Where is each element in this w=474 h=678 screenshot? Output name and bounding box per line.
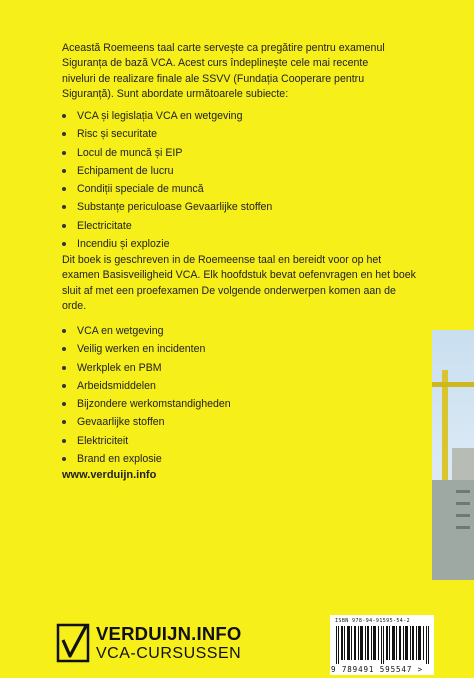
isbn-text: ISBN 978-94-91595-54-2 — [335, 618, 411, 624]
romanian-topic-list — [62, 107, 272, 253]
list-item: VCA și legislația VCA en wetgeving — [62, 107, 272, 125]
list-item: Condiții speciale de muncă — [62, 180, 272, 198]
list-item: Brand en explosie — [62, 450, 231, 468]
building-window — [456, 514, 470, 517]
building-window — [456, 490, 470, 493]
checkmark-box-icon — [56, 623, 92, 663]
list-item: Gevaarlijke stoffen — [62, 413, 231, 431]
barcode-icon — [336, 626, 430, 664]
logo-brand-name: VERDUIJN.INFO — [96, 623, 242, 644]
romanian-intro-text: Această Roemeens taal carte servește ca pregătire pentru examenul Siguranța de bază VCA. Acest curs îndeplinește cele mai recente niveluri de realizare finale ale SSVV (Fundația Cooperare pentru Siguranță). Sunt abordate următoarele subiecte: — [62, 42, 385, 101]
list-item: Risc și securitate — [62, 125, 272, 143]
building-shape — [432, 480, 474, 580]
list-item: Bijzondere werkomstandigheden — [62, 395, 231, 413]
list-item: Substanțe periculoase Gevaarlijke stoffen — [62, 198, 272, 216]
crane-jib — [432, 382, 474, 387]
construction-photo — [432, 330, 474, 580]
dutch-topic-list — [62, 322, 231, 468]
list-item: VCA en wetgeving — [62, 322, 231, 340]
list-item: Locul de muncă și EIP — [62, 144, 272, 162]
list-item: Veilig werken en incidenten — [62, 340, 231, 358]
building-window — [456, 526, 470, 529]
publisher-logo — [56, 623, 261, 663]
website-link[interactable]: www.verduijn.info — [62, 469, 157, 481]
list-item: Electricitate — [62, 217, 272, 235]
dutch-intro-text: Dit boek is geschreven in de Roemeense taal en bereidt voor op het examen Basisveiligheid VCA. Elk hoofdstuk bevat oefenvragen en het boek sluit af met een proefexamen De volgende onderwerpen komen aan de orde. — [62, 254, 416, 313]
building-window — [456, 502, 470, 505]
barcode-digits: 9 789491 595547 > — [331, 665, 424, 674]
list-item: Arbeidsmiddelen — [62, 377, 231, 395]
list-item: Echipament de lucru — [62, 162, 272, 180]
list-item: Werkplek en PBM — [62, 359, 231, 377]
list-item: Elektriciteit — [62, 432, 231, 450]
logo-tagline: VCA-CURSUSSEN — [96, 645, 242, 662]
list-item: Incendiu și explozie — [62, 235, 272, 253]
